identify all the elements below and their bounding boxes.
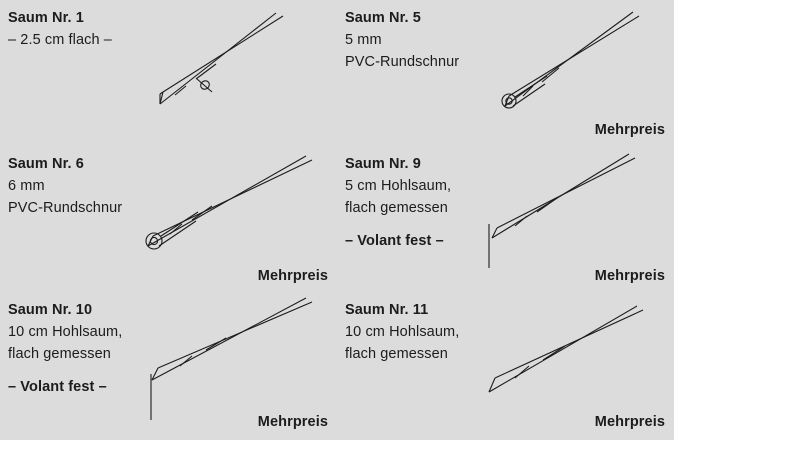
cell-title: Saum Nr. 6 [8, 156, 84, 172]
diagram-cell-saum-11 [337, 292, 674, 438]
cell-text-saum-1 [8, 10, 112, 51]
cell-line: 10 cm Hohlsaum, [345, 324, 460, 340]
cell-line: flach gemessen [345, 346, 448, 362]
cell-line: 10 cm Hohlsaum, [8, 324, 123, 340]
diagram-cell-saum-1 [0, 0, 337, 146]
cell-line: 5 mm [345, 32, 382, 48]
cell-title: Saum Nr. 1 [8, 10, 84, 26]
cell-text-saum-9 [345, 156, 451, 252]
cell-title: Saum Nr. 10 [8, 302, 93, 318]
diagram-cell-saum-5 [337, 0, 674, 146]
diagram-cell-saum-10 [0, 292, 337, 438]
surcharge-label: Mehrpreis [594, 268, 665, 284]
cell-extra-line: – Volant fest – [8, 379, 107, 395]
diagram-cell-saum-6 [0, 146, 337, 292]
surcharge-label: Mehrpreis [257, 414, 328, 430]
cell-line: flach gemessen [8, 346, 111, 362]
cell-text-saum-10 [8, 302, 122, 398]
cell-line: 5 cm Hohlsaum, [345, 178, 452, 194]
diagram-cell-saum-9 [337, 146, 674, 292]
surcharge-label: Mehrpreis [257, 268, 328, 284]
cell-text-saum-5 [345, 10, 459, 73]
cell-line: flach gemessen [345, 200, 448, 216]
cell-title: Saum Nr. 11 [345, 302, 429, 318]
cell-title: Saum Nr. 5 [345, 10, 421, 26]
cell-text-saum-6 [8, 156, 122, 219]
cell-line: – 2.5 cm flach – [8, 32, 112, 48]
surcharge-label: Mehrpreis [594, 414, 665, 430]
cell-line: PVC-Rundschnur [8, 200, 123, 216]
cell-extra-line: – Volant fest – [345, 233, 444, 249]
cell-title: Saum Nr. 9 [345, 156, 421, 172]
surcharge-label: Mehrpreis [594, 122, 665, 138]
cell-line: 6 mm [8, 178, 45, 194]
cell-text-saum-11 [345, 302, 459, 365]
cell-line: PVC-Rundschnur [345, 54, 460, 70]
